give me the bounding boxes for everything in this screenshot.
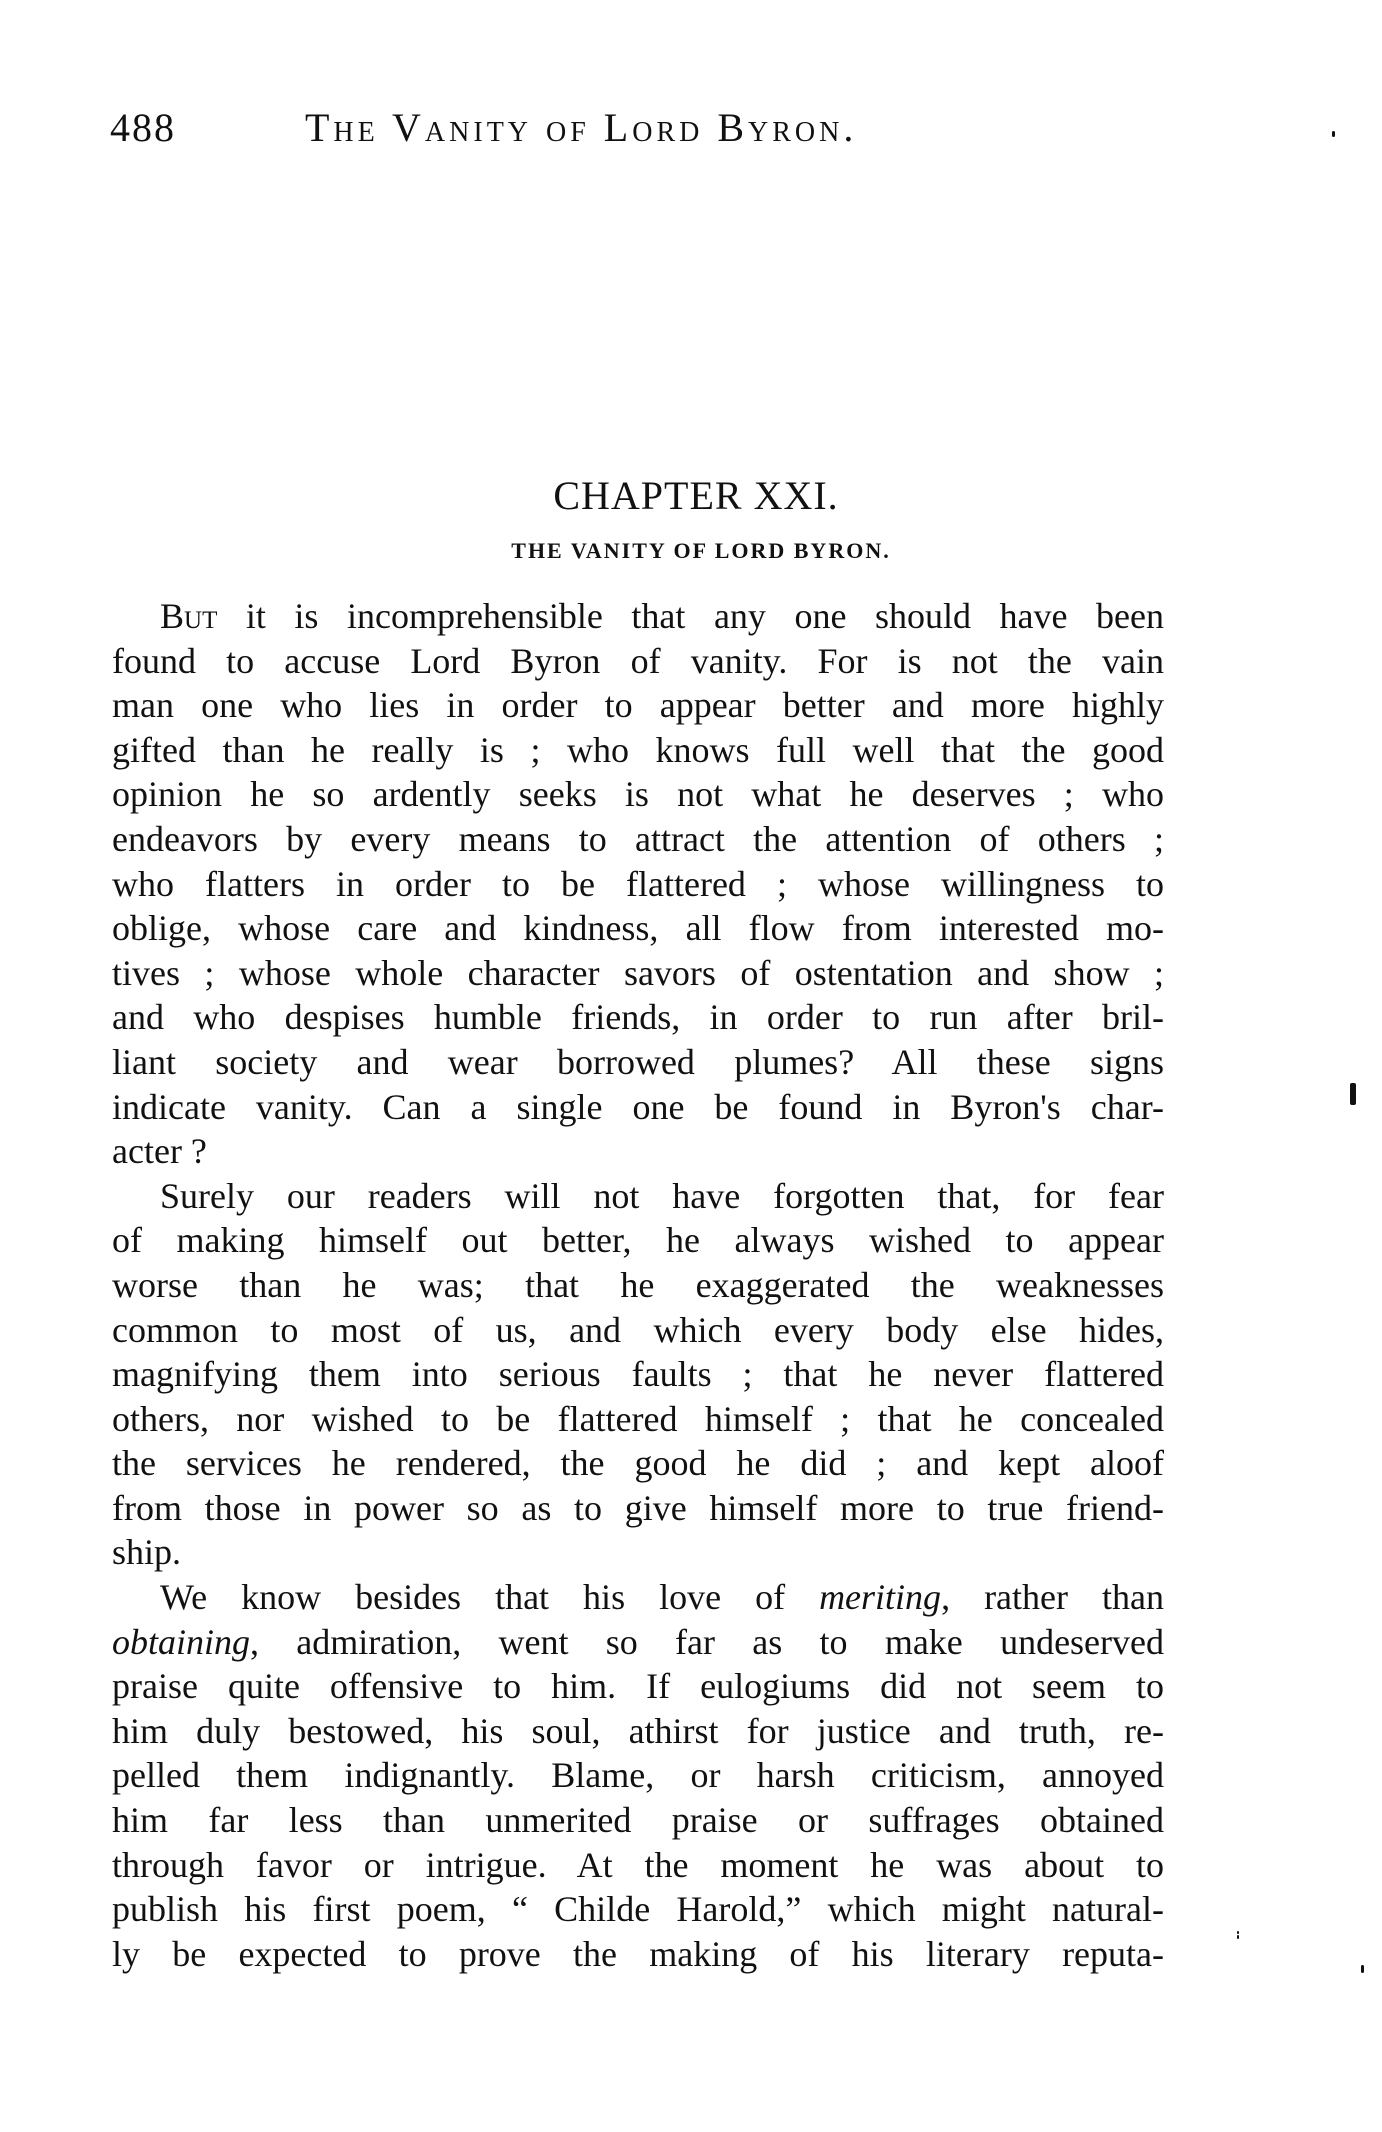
text-line: But it is incomprehensible that any one should have been	[160, 596, 1164, 636]
chapter-heading: CHAPTER XXI.	[553, 473, 839, 518]
text-line: We know besides that his love of meriting, rather than	[160, 1577, 1164, 1618]
text-line: endeavors by every means to attract the attention of others ;	[112, 818, 1164, 859]
text-line: praise quite offensive to him. If eulogiums did not seem to	[112, 1666, 1164, 1707]
scan-speck	[1332, 131, 1335, 137]
text-line: Surely our readers will not have forgotten that, for fear	[160, 1175, 1164, 1216]
text-line: oblige, whose care and kindness, all flow from interested mo-	[112, 908, 1164, 949]
text-line: opinion he so ardently seeks is not what he deserves ; who	[112, 774, 1164, 815]
text-line: ship.	[112, 1532, 182, 1573]
chapter-subtitle: THE VANITY OF LORD BYRON.	[511, 538, 891, 563]
text-line: through favor or intrigue. At the moment he was about to	[112, 1844, 1164, 1885]
text-line: liant society and wear borrowed plumes? All these signs	[112, 1041, 1164, 1082]
paragraph-1	[112, 594, 1164, 1174]
emphasis: obtaining	[112, 1621, 251, 1662]
scan-speck	[1237, 1931, 1239, 1934]
lead-word: But	[160, 596, 218, 636]
text-line: from those in power so as to give himself more to true friend-	[112, 1487, 1164, 1528]
text-line: found to accuse Lord Byron of vanity. For is not the vain	[112, 640, 1164, 681]
text-line: worse than he was; that he exaggerated the weaknesses	[112, 1264, 1164, 1305]
text-line: and who despises humble friends, in order to run after bril-	[112, 997, 1164, 1038]
text-line: man one who lies in order to appear better and more highly	[112, 685, 1164, 726]
scan-speck	[1237, 1935, 1239, 1939]
scan-speck	[1350, 1083, 1356, 1105]
text-line: him far less than unmerited praise or suffrages obtained	[112, 1800, 1164, 1841]
text-line: him duly bestowed, his soul, athirst for justice and truth, re-	[112, 1710, 1164, 1751]
text-line: gifted than he really is ; who knows full well that the good	[112, 729, 1164, 770]
emphasis: meriting	[819, 1577, 942, 1618]
running-title: The Vanity of Lord Byron.	[305, 105, 858, 150]
paragraph-2	[112, 1174, 1164, 1575]
text-line: publish his first poem, “ Childe Harold,” which might natural-	[112, 1889, 1164, 1930]
text-line: others, nor wished to be flattered himself ; that he concealed	[112, 1398, 1164, 1439]
text-line: pelled them indignantly. Blame, or harsh criticism, annoyed	[112, 1755, 1164, 1796]
text-line: of making himself out better, he always wished to appear	[112, 1220, 1164, 1261]
paragraph-3	[112, 1575, 1164, 1976]
text-line: magnifying them into serious faults ; that he never flattered	[112, 1354, 1164, 1395]
page-number: 488	[110, 105, 176, 150]
text-line: who flatters in order to be flattered ; whose willingness to	[112, 863, 1164, 904]
text-line: ly be expected to prove the making of his literary reputa-	[112, 1933, 1164, 1974]
text-line: the services he rendered, the good he did ; and kept aloof	[112, 1443, 1164, 1484]
text-line: common to most of us, and which every body else hides,	[112, 1309, 1164, 1350]
running-head	[110, 104, 1210, 164]
text-line: obtaining, admiration, went so far as to make undeserved	[112, 1621, 1164, 1662]
text-line: tives ; whose whole character savors of ostentation and show ;	[112, 952, 1164, 993]
body-text	[112, 594, 1164, 1976]
scan-speck	[1361, 1965, 1364, 1973]
text-line: acter ?	[112, 1131, 207, 1172]
text-line: indicate vanity. Can a single one be found in Byron's char-	[112, 1086, 1164, 1127]
